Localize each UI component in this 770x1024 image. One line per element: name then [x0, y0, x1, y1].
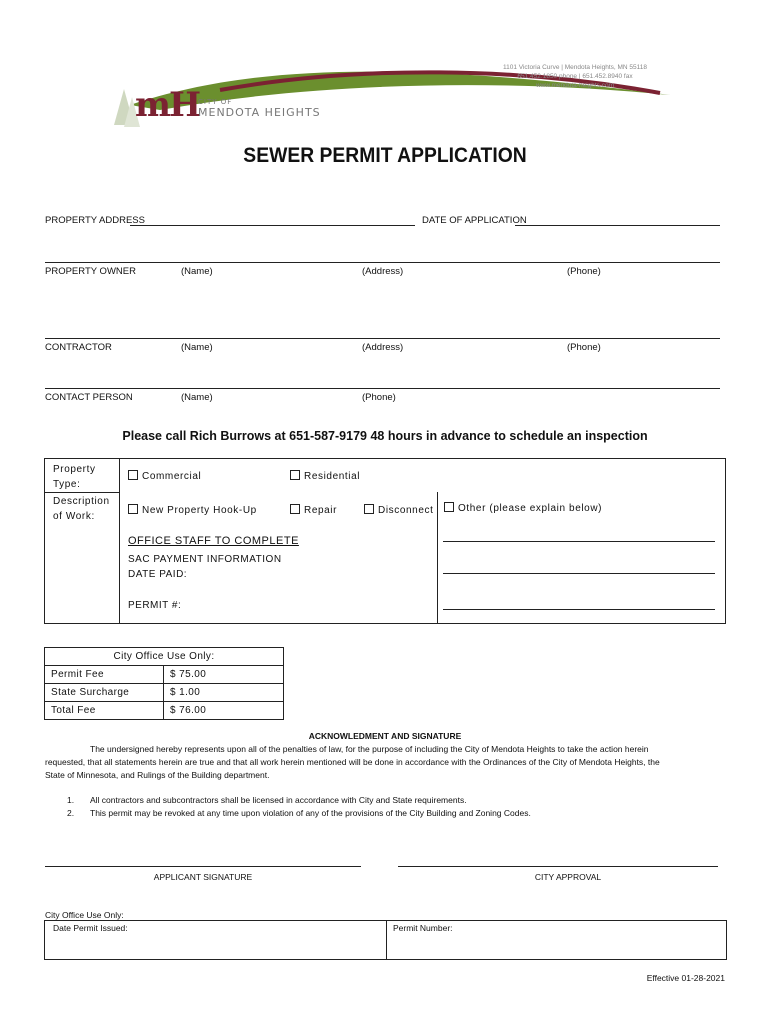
property-owner-field[interactable]: [45, 262, 720, 263]
letterhead-address: 1101 Victoria Curve | Mendota Heights, MN 55118: [502, 64, 648, 71]
other-explain-line[interactable]: [443, 573, 715, 574]
fee-label: Total Fee: [45, 702, 164, 720]
other-explain-line[interactable]: [443, 609, 715, 610]
sac-payment-label: SAC PAYMENT INFORMATION: [128, 554, 282, 565]
date-paid-label: DATE PAID:: [128, 569, 188, 580]
logo-city-of: CITY OF: [198, 98, 233, 106]
checkbox-icon[interactable]: [364, 504, 374, 514]
repair-label: Repair: [304, 505, 338, 516]
logo-mark: mH: [135, 85, 200, 125]
office-use-label: City Office Use Only:: [45, 910, 124, 920]
contact-person-field[interactable]: [45, 388, 720, 389]
acknowledgment-line-1: The undersigned hereby represents upon all of the penalties of law, for the purpose of including the City of Mendota Heights to take the action herein: [90, 744, 649, 754]
contractor-phone-caption: (Phone): [567, 342, 601, 353]
fee-value: $ 76.00: [164, 702, 284, 720]
effective-date: Effective 01-28-2021: [646, 973, 725, 983]
checkbox-icon[interactable]: [290, 470, 300, 480]
contact-phone-caption: (Phone): [362, 392, 396, 403]
list-item-number: 1.: [67, 795, 75, 805]
letterhead-website: www.mendota-heights.com: [535, 82, 615, 89]
new-hookup-option[interactable]: [128, 504, 257, 516]
checkbox-icon[interactable]: [290, 504, 300, 514]
office-staff-heading: OFFICE STAFF TO COMPLETE: [128, 535, 299, 547]
office-use-divider: [386, 921, 387, 959]
city-approval-label: CITY APPROVAL: [534, 872, 602, 882]
applicant-signature-field[interactable]: [45, 866, 361, 867]
office-use-box: [44, 920, 727, 960]
acknowledgment-line-3: State of Minnesota, and Rulings of the Building department.: [45, 770, 270, 780]
contractor-field[interactable]: [45, 338, 720, 339]
commercial-label: Commercial: [142, 471, 202, 482]
other-option[interactable]: [444, 502, 602, 514]
fee-table-header-row: [45, 648, 284, 666]
list-item: All contractors and subcontractors shall be licensed in accordance with City and State requirements.: [90, 795, 467, 805]
contractor-address-caption: (Address): [362, 342, 404, 353]
property-type-label: Property Type:: [53, 464, 96, 490]
owner-name-caption: (Name): [181, 266, 213, 277]
fee-value: $ 75.00: [164, 666, 284, 684]
contractor-label: CONTRACTOR: [45, 342, 112, 353]
table-row: [45, 684, 284, 702]
description-of-work-label: Description of Work:: [53, 496, 110, 522]
commercial-option[interactable]: [128, 470, 201, 482]
inspection-notice: Please call Rich Burrows at 651-587-9179 48 hours in advance to schedule an inspection: [122, 429, 648, 443]
permit-number-label: PERMIT #:: [128, 600, 182, 611]
applicant-signature-label: APPLICANT SIGNATURE: [153, 872, 253, 882]
owner-phone-caption: (Phone): [567, 266, 601, 277]
date-permit-issued-label[interactable]: Date Permit Issued:: [53, 923, 128, 933]
letterhead-phones: 651.452.1850 phone | 651.452.8940 fax: [517, 73, 633, 80]
acknowledgment-heading: ACKNOWLEDMENT AND SIGNATURE: [308, 731, 462, 741]
box-right-divider: [437, 492, 438, 623]
table-row: [45, 702, 284, 720]
box-label-divider: [45, 492, 119, 493]
date-of-application-label: DATE OF APPLICATION: [422, 215, 527, 226]
fee-label: State Surcharge: [45, 684, 164, 702]
acknowledgment-line-2: requested, that all statements herein are true and that all work herein mentioned will be done in accordance with the Ordinances of the City of Mendota Heights, the: [45, 757, 660, 767]
checkbox-icon[interactable]: [128, 470, 138, 480]
property-address-field[interactable]: [130, 225, 415, 226]
page-title: SEWER PERMIT APPLICATION: [243, 144, 527, 167]
residential-option[interactable]: [290, 470, 360, 482]
fee-table: [44, 647, 284, 720]
new-hookup-label: New Property Hook-Up: [142, 505, 257, 516]
date-of-application-field[interactable]: [515, 225, 720, 226]
logo-city-name: MENDOTA HEIGHTS: [198, 106, 321, 119]
contact-person-label: CONTACT PERSON: [45, 392, 133, 403]
fee-value: $ 1.00: [164, 684, 284, 702]
list-item: This permit may be revoked at any time upon violation of any of the provisions of the City Building and Zoning Codes.: [90, 808, 531, 818]
other-label: Other (please explain below): [458, 503, 603, 514]
contractor-name-caption: (Name): [181, 342, 213, 353]
checkbox-icon[interactable]: [444, 502, 454, 512]
city-approval-field[interactable]: [398, 866, 718, 867]
checkbox-icon[interactable]: [128, 504, 138, 514]
fee-table-header: City Office Use Only:: [45, 648, 284, 666]
list-item-number: 2.: [67, 808, 75, 818]
property-address-label: PROPERTY ADDRESS: [45, 215, 145, 226]
permit-number-field-label[interactable]: Permit Number:: [393, 923, 453, 933]
fee-label: Permit Fee: [45, 666, 164, 684]
disconnect-label: Disconnect: [378, 505, 434, 516]
disconnect-option[interactable]: [364, 504, 433, 516]
contact-name-caption: (Name): [181, 392, 213, 403]
other-explain-line[interactable]: [443, 541, 715, 542]
residential-label: Residential: [304, 471, 361, 482]
repair-option[interactable]: [290, 504, 337, 516]
table-row: [45, 666, 284, 684]
owner-address-caption: (Address): [362, 266, 404, 277]
property-owner-label: PROPERTY OWNER: [45, 266, 136, 277]
letterhead-contact: [480, 63, 670, 90]
